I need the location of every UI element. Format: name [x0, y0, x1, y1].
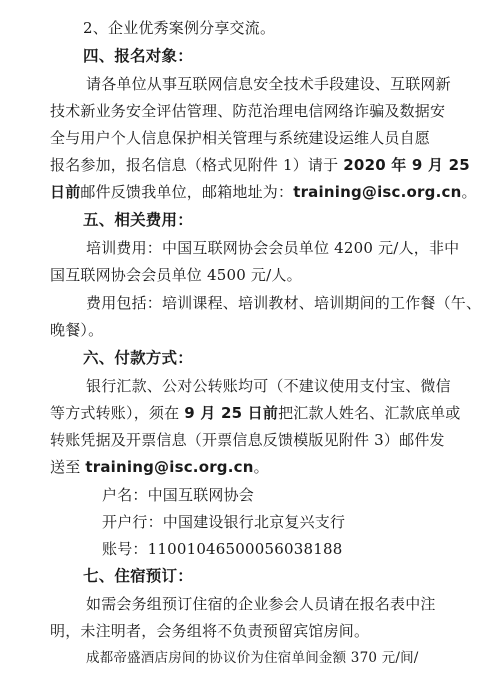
account-name: 户名：中国互联网协会: [102, 486, 255, 504]
item-2-text: 2、企业优秀案例分享交流。: [83, 19, 276, 37]
s6-line-2-end: 把汇款人姓名、汇款底单或: [278, 404, 461, 422]
account-number: 账号：11001046500056038188: [102, 540, 343, 558]
s4-line-5-text: 邮件反馈我单位，邮箱地址为：: [80, 183, 294, 201]
bank-name: 开户行：中国建设银行北京复兴支行: [102, 513, 346, 531]
s4-line-5-end: 。: [461, 183, 477, 201]
s7-line-2: 明，未注明者，会务组将不负责预留宾馆房间。: [50, 622, 370, 640]
s6-line-2: [50, 403, 460, 423]
s4-line-1: 请各单位从事互联网信息安全技术手段建设、互联网新: [86, 75, 451, 93]
s6-line-1: 银行汇款、公对公转账均可（不建议使用支付宝、微信: [86, 377, 451, 395]
section-5-heading: 五、相关费用：: [83, 211, 193, 229]
s5-fee-line-1: 培训费用：中国互联网协会会员单位 4200 元/人，非中: [86, 239, 460, 257]
s5-fee-line-2: 国互联网协会会员单位 4500 元/人。: [50, 266, 302, 284]
section-4-heading: 四、报名对象：: [83, 47, 193, 65]
deadline-date: 2020 年 9 月 25: [343, 156, 470, 174]
s7-line-3: 成都帝盛酒店房间的协议价为住宿单间金额 370 元/间/: [86, 650, 419, 666]
s7-line-1: 如需会务组预订住宿的企业参会人员请在报名表中注: [86, 595, 436, 613]
section-6-heading: 六、付款方式：: [83, 349, 193, 367]
s6-line-4-end: 。: [253, 458, 269, 476]
payment-deadline: 9 月 25 日前: [184, 404, 279, 422]
s5-include-line-1: 费用包括：培训课程、培训教材、培训期间的工作餐（午、: [86, 294, 482, 312]
s4-line-5: [50, 182, 477, 202]
s4-line-4: [50, 155, 470, 175]
s6-line-2-text: 等方式转账），须在: [50, 404, 185, 422]
deadline-suffix: 日前: [50, 183, 81, 201]
section-7-heading: 七、住宿预订：: [83, 567, 193, 585]
payment-email: training@isc.org.cn: [85, 458, 254, 476]
s6-line-4: [50, 457, 269, 477]
s4-line-3: 全与用户个人信息保护相关管理与系统建设运维人员自愿: [50, 129, 431, 147]
s6-line-3: 转账凭据及开票信息（开票信息反馈模版见附件 3）邮件发: [50, 431, 445, 449]
s5-include-line-2: 晚餐）。: [50, 321, 104, 339]
s6-line-4-text: 送至: [50, 458, 86, 476]
s4-line-2: 技术新业务安全评估管理、防范治理电信网络诈骗及数据安: [50, 102, 446, 120]
email-address: training@isc.org.cn: [293, 183, 462, 201]
s4-line-4-text: 报名参加，报名信息（格式见附件 1）请于: [50, 156, 344, 174]
